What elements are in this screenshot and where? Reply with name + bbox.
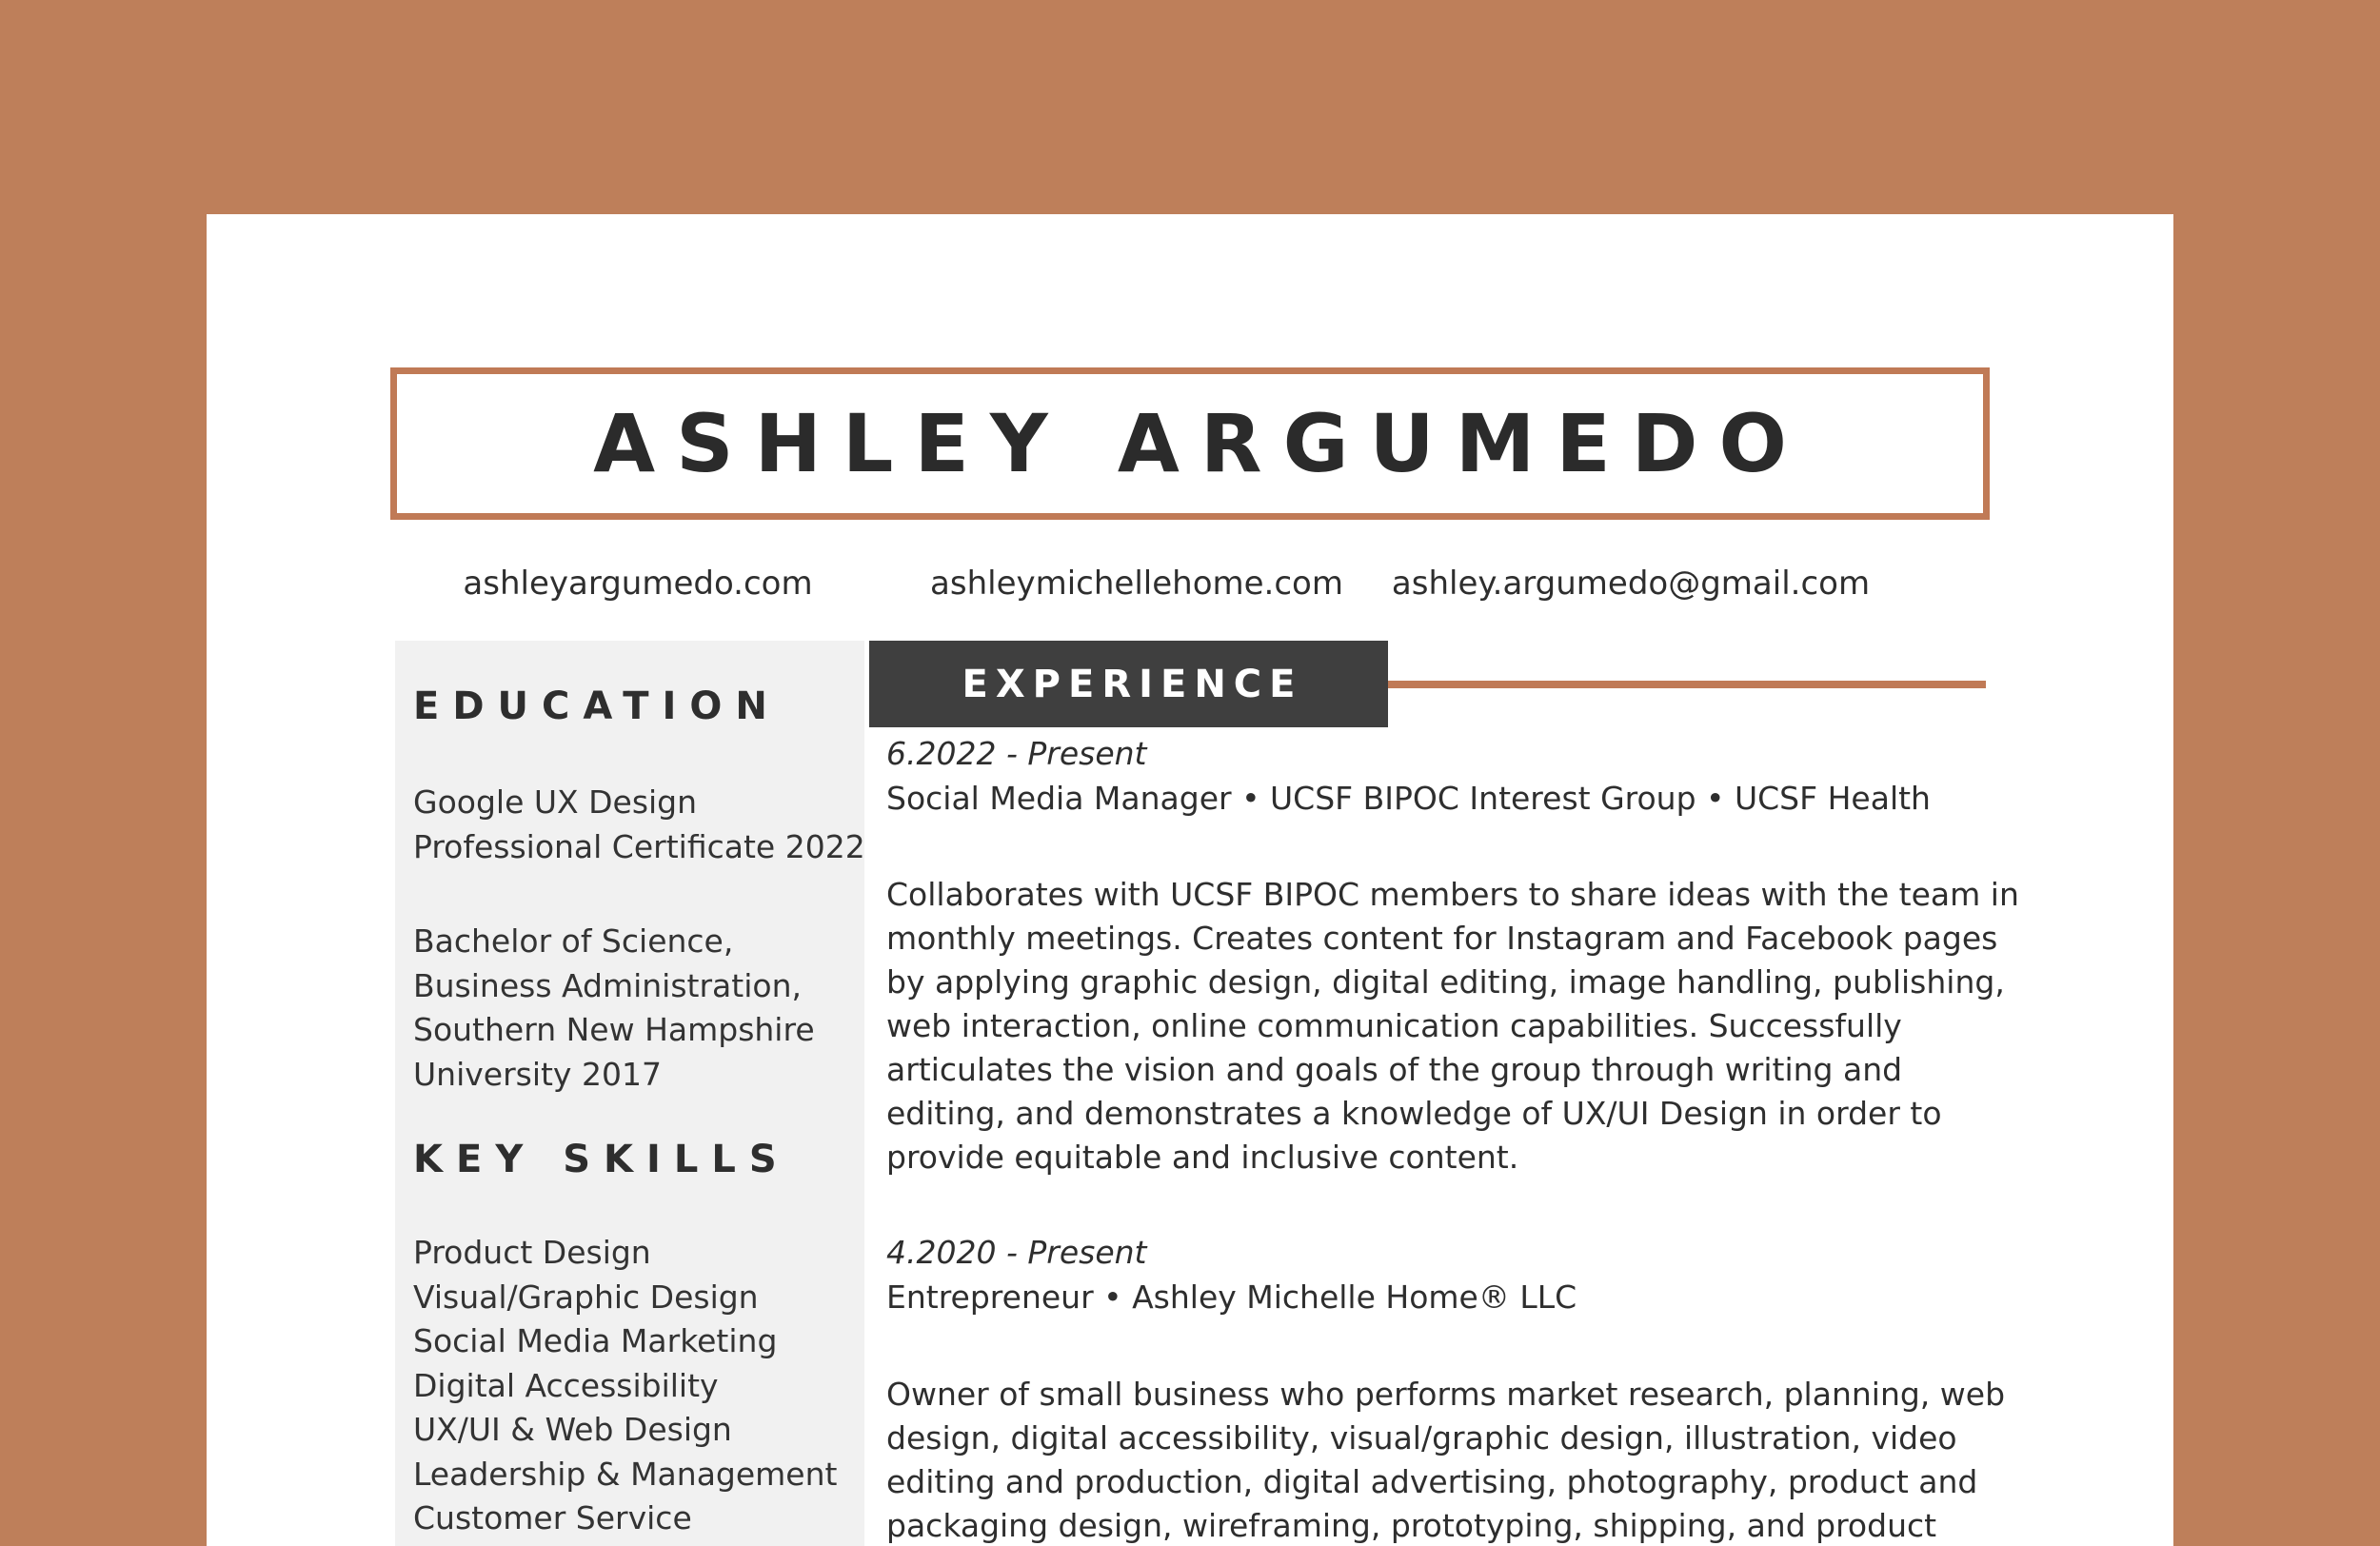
experience-heading: EXPERIENCE: [962, 662, 1303, 706]
job-description-line: Collaborates with UCSF BIPOC members to share ideas with the team in: [886, 876, 2019, 913]
job-description-line: Owner of small business who performs market research, planning, web: [886, 1376, 2006, 1413]
business-website-link[interactable]: ashleymichellehome.com: [930, 565, 1343, 603]
job-description-line: web interaction, online communication capabilities. Successfully: [886, 1007, 1902, 1044]
experience-heading-tab: [869, 641, 1388, 727]
education-line: Southern New Hampshire: [413, 1011, 815, 1048]
skill-item: Leadership & Management: [413, 1455, 838, 1493]
education-line: Professional Certificate 2022: [413, 827, 865, 865]
education-heading: EDUCATION: [413, 684, 781, 728]
job-description-line: design, digital accessibility, visual/graphic design, illustration, video: [886, 1419, 1957, 1457]
education-entry-degree: [413, 920, 861, 1097]
candidate-name: ASHLEY ARGUMEDO: [593, 397, 1808, 490]
skills-list: [413, 1231, 861, 1541]
job-description-line: by applying graphic design, digital editing, image handling, publishing,: [886, 963, 2005, 1001]
education-line: University 2017: [413, 1055, 662, 1093]
skill-item: Customer Service: [413, 1499, 692, 1536]
job-description-line: editing and production, digital advertising, photography, product and: [886, 1463, 1978, 1500]
skill-item: UX/UI & Web Design: [413, 1411, 732, 1448]
education-line: Google UX Design: [413, 783, 698, 821]
job-title: Entrepreneur • Ashley Michelle Home® LLC: [886, 1278, 1577, 1316]
job-description-line: provide equitable and inclusive content.: [886, 1139, 1519, 1176]
job-title: Social Media Manager • UCSF BIPOC Interest Group • UCSF Health: [886, 780, 1931, 817]
job-description: [886, 1373, 2006, 1546]
skill-item: Digital Accessibility: [413, 1366, 719, 1404]
skill-item: Product Design: [413, 1234, 651, 1271]
name-header-box: [390, 367, 1990, 520]
experience-heading-rule: [1388, 681, 1986, 688]
job-date: 4.2020 - Present: [886, 1234, 1147, 1271]
job-description-line: monthly meetings. Creates content for Instagram and Facebook pages: [886, 920, 1998, 957]
education-line: Business Administration,: [413, 966, 802, 1004]
email-link[interactable]: ashley.argumedo@gmail.com: [1391, 565, 1871, 603]
skill-item: Visual/Graphic Design: [413, 1278, 759, 1316]
contact-row: [390, 560, 1990, 607]
job-description-line: articulates the vision and goals of the group through writing and: [886, 1051, 1903, 1088]
job-description-line: packaging design, wireframing, prototyping, shipping, and product: [886, 1507, 1937, 1544]
education-line: Bachelor of Science,: [413, 922, 734, 960]
website-link[interactable]: ashleyargumedo.com: [463, 565, 813, 603]
job-description: [886, 873, 2019, 1179]
job-date: 6.2022 - Present: [886, 735, 1147, 772]
job-description-line: editing, and demonstrates a knowledge of UX/UI Design in order to: [886, 1095, 1942, 1132]
skill-item: Social Media Marketing: [413, 1322, 778, 1359]
key-skills-heading: KEY SKILLS: [413, 1138, 790, 1181]
